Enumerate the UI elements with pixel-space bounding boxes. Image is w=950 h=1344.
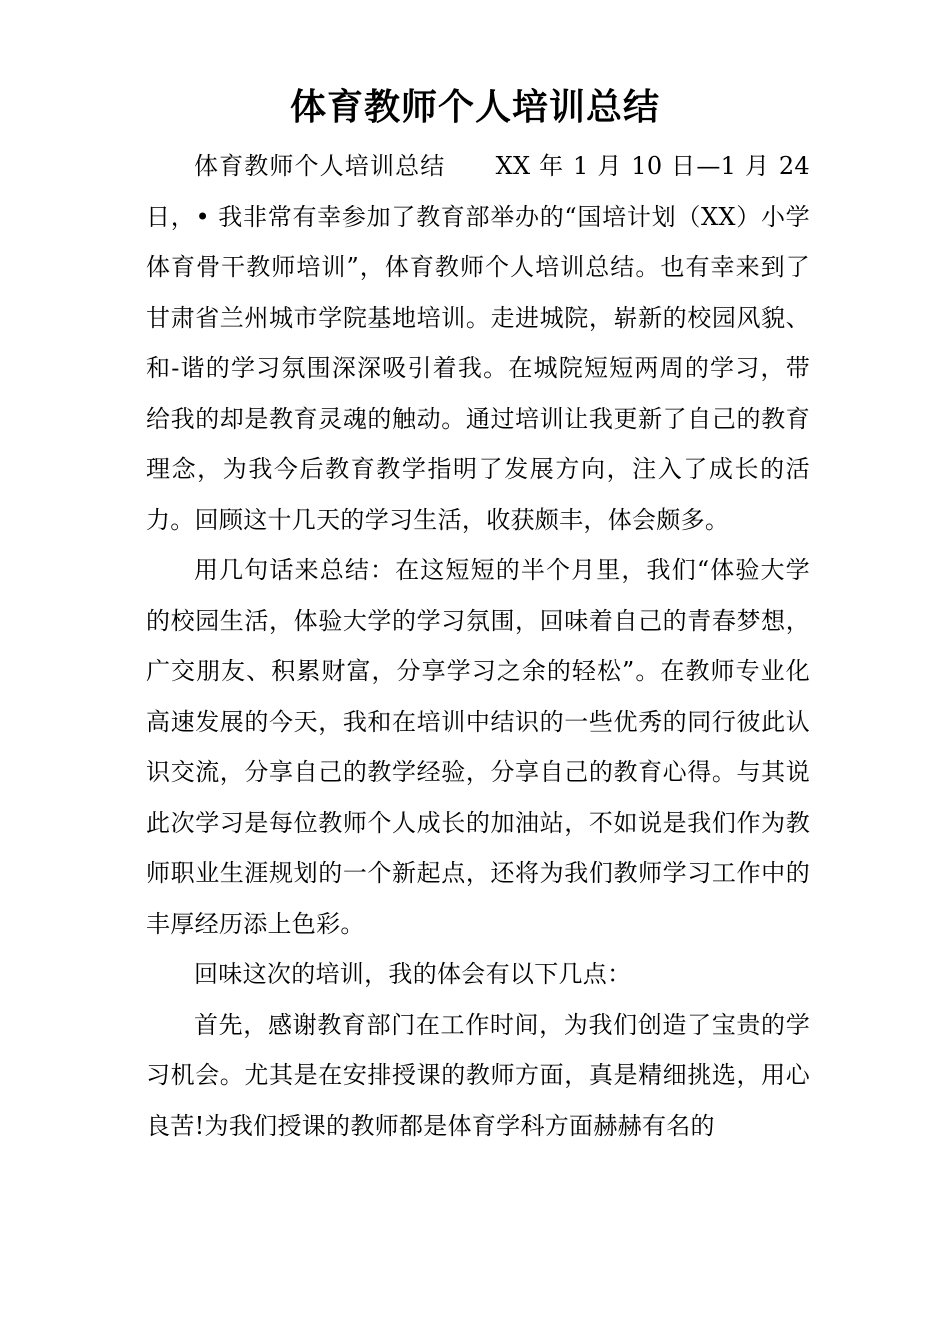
document-title: 体育教师个人培训总结 — [289, 86, 660, 128]
paragraph-4: 首先，感谢教育部门在工作时间，为我们创造了宝贵的学习机会。尤其是在安排授课的教师方面，真是精细挑选，用心良苦!为我们授课的教师都是体育学科方面赫赫有名的 — [146, 1010, 810, 1140]
paragraph-1: 体育教师个人培训总结 XX 年 1 月 10 日—1 月 24 日，• 我非常有幸参加了教育部举办的“国培计划（XX）小学体育骨干教师培训”，体育教师个人培训总结。也有幸来到了甘肃省兰州城市学院基地培训。走进城院，崭新的校园风貌、和-谐的学习氛围深深吸引着我。在城院短短两周的学习，带给我的却是教育灵魂的触动。通过培训让我更新了自己的教育理念，为我今后教育教学指明了发展方向，注入了成长的活力。回顾这十几天的学习生活，收获颇丰，体会颇多。 — [146, 152, 818, 534]
document-body — [146, 141, 818, 1151]
paragraph-2: 用几句话来总结：在这短短的半个月里，我们“体验大学的校园生活，体验大学的学习氛围，回味着自己的青春梦想，广交朋友、积累财富，分享学习之余的轻松”。在教师专业化高速发展的今天，我和在培训中结识的一些优秀的同行彼此认识交流，分享自己的教学经验，分享自己的教育心得。与其说此次学习是每位教师个人成长的加油站，不如说是我们作为教师职业生涯规划的一个新起点，还将为我们教师学习工作中的丰厚经历添上色彩。 — [146, 556, 810, 938]
paragraph-3: 回味这次的培训，我的体会有以下几点： — [194, 960, 632, 988]
